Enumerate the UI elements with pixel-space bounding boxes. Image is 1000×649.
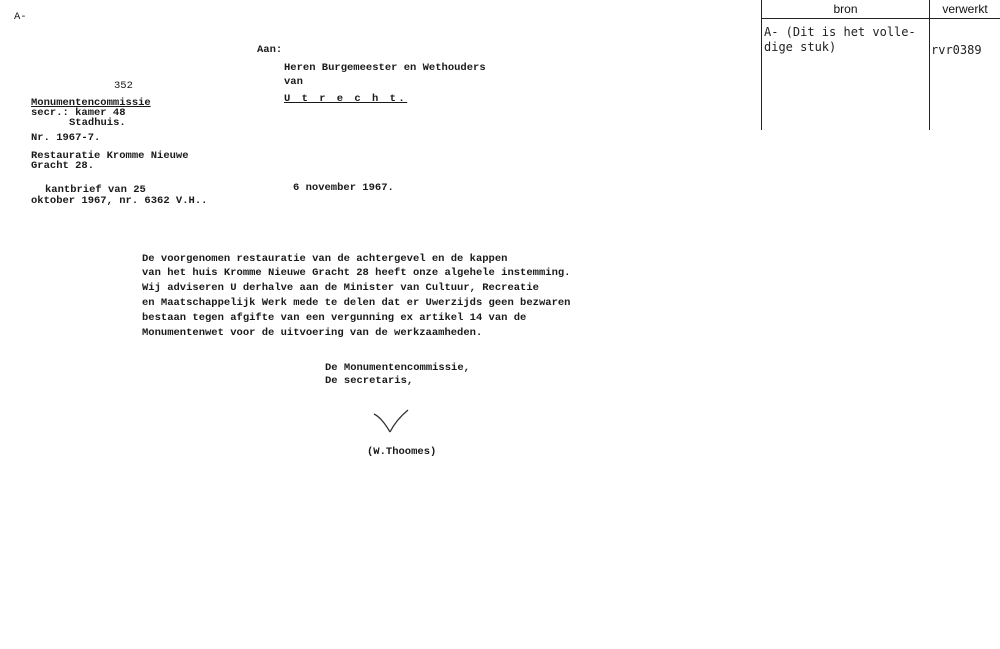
document-number: 352: [114, 80, 133, 92]
subject-line-2: Gracht 28.: [31, 160, 95, 172]
closing-line-1: De Monumentencommissie,: [325, 362, 470, 374]
sender-building: Stadhuis.: [69, 117, 126, 129]
table-border-left: [761, 0, 762, 130]
reference-number: Nr. 1967-7.: [31, 132, 101, 144]
body-line-2: van het huis Kromme Nieuwe Gracht 28 heeft onze algehele instemming.: [142, 267, 571, 279]
subject-line-1: Restauratie Kromme Nieuwe: [31, 150, 189, 162]
addressee-line-1: Heren Burgemeester en Wethouders: [284, 62, 486, 74]
sender-name: Monumentencommissie: [31, 97, 151, 109]
signature-stroke: [374, 410, 408, 432]
letter-date: 6 november 1967.: [293, 182, 394, 194]
closing-line-2: De secretaris,: [325, 375, 414, 387]
addressee-line-2: van: [284, 76, 303, 88]
aan-label: Aan:: [257, 44, 283, 56]
corner-mark: A-: [14, 11, 27, 23]
signature-mark: [368, 408, 418, 438]
table-verwerkt-value: rvr0389: [931, 43, 982, 57]
body-line-1: De voorgenomen restauratie van de achtergevel en de kappen: [142, 253, 508, 265]
body-line-6: Monumentenwet voor de uitvoering van de werkzaamheden.: [142, 327, 483, 339]
archive-table: [761, 0, 1000, 130]
related-line-2: oktober 1967, nr. 6362 V.H..: [31, 195, 208, 207]
table-bron-line-2: dige stuk): [764, 40, 837, 54]
sender-room: secr.: kamer 48: [31, 107, 126, 119]
table-bron-line-1: A- (Dit is het volle-: [764, 25, 916, 39]
body-line-5: bestaan tegen afgifte van een vergunning ex artikel 14 van de: [142, 312, 527, 324]
body-line-4: en Maatschappelijk Werk mede te delen dat er Uwerzijds geen bezwaren: [142, 297, 571, 309]
table-header-bron: bron: [833, 2, 858, 16]
body-line-3: Wij adviseren U derhalve aan de Minister van Cultuur, Recreatie: [142, 282, 539, 294]
signatory: (W.Thoomes): [367, 446, 437, 458]
related-line-1: kantbrief van 25: [45, 184, 146, 196]
table-border-middle: [929, 0, 930, 130]
addressee-city: U t r e c h t.: [284, 93, 408, 105]
table-header-verwerkt: verwerkt: [942, 2, 988, 16]
